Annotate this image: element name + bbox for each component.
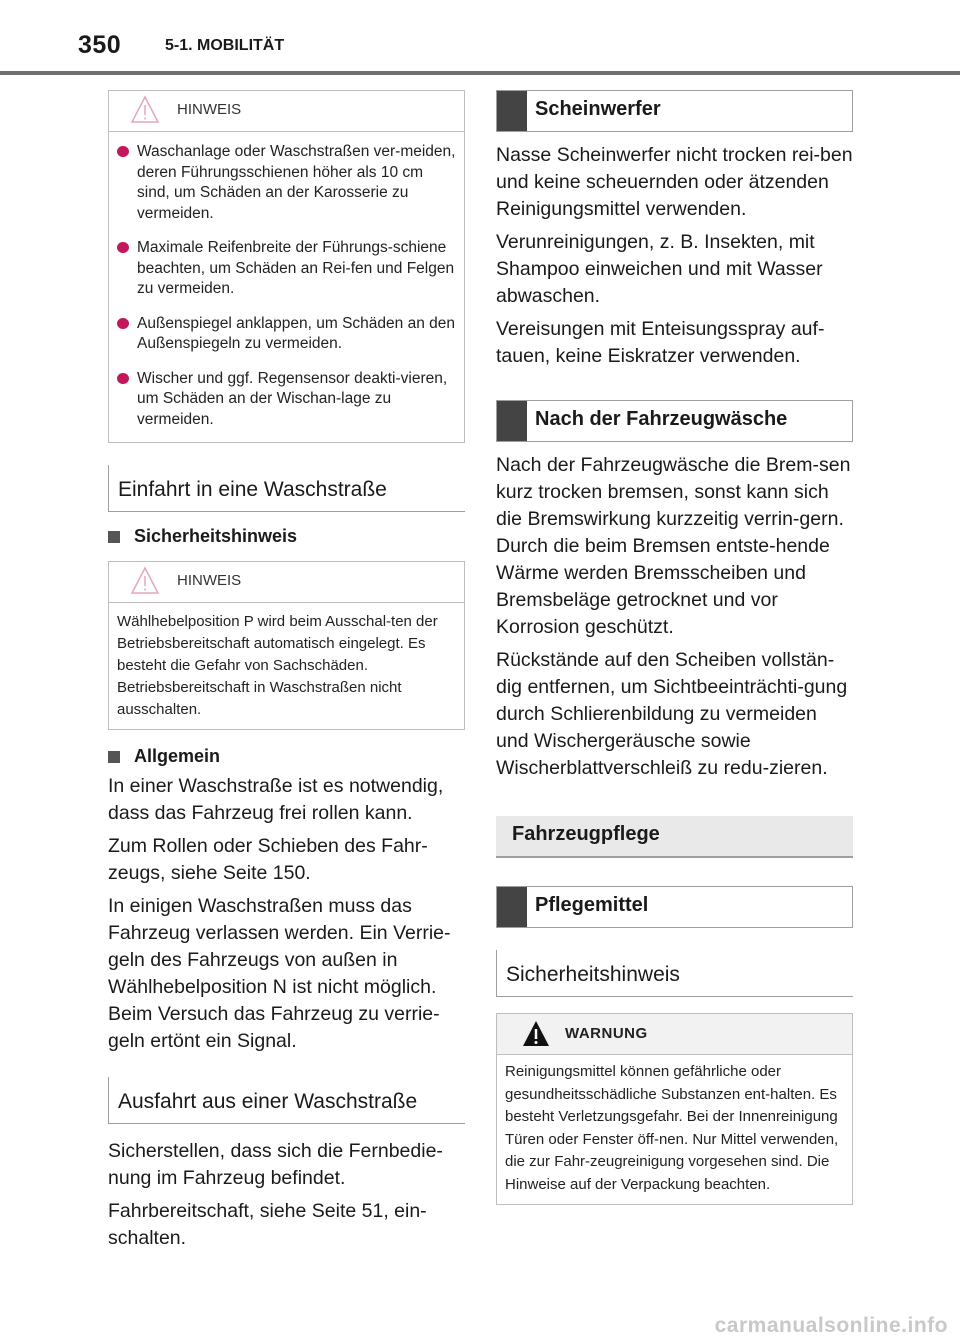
paragraph: Nach der Fahrzeugwäsche die Brem-sen kurz trocken bremsen, sonst kann sich die Bremswirkung kurzzeitig verrin-gern. Durch die beim Bremsen entste-hende Wärme werden Bremsscheiben und Bremsbeläge getrocknet und vor Korrosion geschützt. (496, 454, 851, 638)
subheading-sicherheit (108, 526, 465, 547)
warning-header (497, 1014, 852, 1055)
bullet-dot-icon (117, 318, 129, 329)
heading-bar (497, 91, 527, 131)
section-heading-text: Fahrzeugpflege (512, 823, 660, 845)
notice-title: HINWEIS (177, 101, 242, 118)
notice-body: Wählhebelposition P wird beim Ausschal-ten der Betriebsbereitschaft automatisch eingelegt. Es besteht die Gefahr von Sachschäden. Betriebsbereitschaft in Waschstraßen nicht ausschalten. (117, 613, 438, 718)
section-heading-text: Scheinwerfer (535, 98, 661, 120)
header-rule (0, 71, 960, 75)
watermark: carmanualsonline.info (714, 1314, 948, 1337)
caution-triangle-icon (130, 566, 160, 596)
warning-body: Reinigungsmittel können gefährliche oder gesundheitsschädliche Substanzen ent-halten. Es besteht Verletzungsgefahr. Bei der Innenreinigung Türen oder Fenster öff-nen. Nur Mittel verwenden, die zur Fahr-zeugreinigung vorgesehen sind. Die Hinweise auf der Verpackung beachten. (505, 1063, 839, 1193)
notice-item (117, 369, 456, 431)
section-heading-text: Sicherheitshinweis (506, 963, 680, 986)
section-heading-einfahrt (108, 465, 465, 512)
left-column (108, 90, 465, 1258)
notice-item (117, 238, 456, 300)
square-bullet-icon (108, 751, 120, 763)
heading-bar (497, 401, 527, 441)
notice-item-text: Waschanlage oder Waschstraßen ver-meiden, deren Führungsschienen höher als 10 cm sind, um Schäden an der Karosserie zu vermeiden. (137, 143, 456, 222)
subheading-allgemein (108, 746, 465, 767)
section-heading-pflegemittel (496, 886, 853, 928)
notice-box-gear (108, 561, 465, 730)
section-heading-sicherheit (496, 950, 853, 997)
paragraph: Nasse Scheinwerfer nicht trocken rei-ben und keine scheuernden oder ätzenden Reinigungsmittel verwenden. (496, 144, 853, 220)
notice-header (109, 91, 464, 132)
warning-box (496, 1013, 853, 1205)
section-heading-text: Nach der Fahrzeugwäsche (535, 408, 788, 430)
bullet-dot-icon (117, 373, 129, 384)
paragraph: Verunreinigungen, z. B. Insekten, mit Shampoo einweichen und mit Wasser abwaschen. (496, 231, 823, 307)
square-bullet-icon (108, 531, 120, 543)
notice-item-text: Maximale Reifenbreite der Führungs-schiene beachten, um Schäden an Rei-fen und Felgen zu vermeiden. (137, 239, 455, 297)
paragraph: Rückstände auf den Scheiben vollstän-dig entfernen, um Sichtbeeinträchti-gung durch Schlierenbildung zu vermeiden und Wischergeräusche sowie Wischerblattverschleiß zu redu-zieren. (496, 649, 848, 779)
section-heading-text: Einfahrt in eine Waschstraße (118, 478, 387, 501)
notice-title: HINWEIS (177, 572, 242, 589)
notice-item-text: Wischer und ggf. Regensensor deakti-vieren, um Schäden an der Wischan-lage zu vermeiden. (137, 369, 448, 428)
right-column (496, 90, 853, 1205)
section-heading-ausfahrt (108, 1077, 465, 1124)
page-header (0, 0, 960, 76)
subheading-text: Sicherheitshinweis (134, 526, 298, 546)
section-heading-text: Pflegemittel (535, 894, 649, 916)
paragraph: Fahrbereitschaft, siehe Seite 51, ein-schalten. (108, 1200, 427, 1249)
heading-bar (497, 887, 527, 927)
chapter-heading-fahrzeugpflege (496, 816, 853, 858)
notice-header (109, 562, 464, 603)
subheading-text: Allgemein (134, 746, 221, 766)
paragraph: Zum Rollen oder Schieben des Fahr-zeugs, siehe Seite 150. (108, 835, 428, 884)
notice-body (109, 132, 464, 442)
paragraph: In einigen Waschstraßen muss das Fahrzeug verlassen werden. Ein Verrie-geln des Fahrzeugs von außen in Wählhebelposition N ist nicht möglich. Beim Versuch das Fahrzeug zu verrie-geln ertönt ein Signal. (108, 895, 451, 1052)
notice-item (117, 314, 456, 355)
bullet-dot-icon (117, 242, 129, 253)
caution-triangle-icon (130, 95, 160, 125)
notice-item-text: Außenspiegel anklappen, um Schäden an den Außenspiegeln zu vermeiden. (137, 314, 455, 352)
section-heading-scheinwerfer (496, 90, 853, 132)
section-heading-nach-waesche (496, 400, 853, 442)
page-number: 350 (78, 31, 122, 59)
notice-item (117, 142, 456, 224)
warning-title: WARNUNG (565, 1025, 648, 1042)
bullet-dot-icon (117, 146, 129, 157)
notice-box-washing (108, 90, 465, 443)
chapter-title: 5-1. MOBILITÄT (165, 37, 285, 54)
paragraph: Vereisungen mit Enteisungsspray auf-tauen, keine Eiskratzer verwenden. (496, 318, 825, 367)
paragraph: In einer Waschstraße ist es notwendig, dass das Fahrzeug frei rollen kann. (108, 775, 444, 824)
warning-triangle-icon (521, 1019, 551, 1049)
paragraph: Sicherstellen, dass sich die Fernbedie-nung im Fahrzeug befindet. (108, 1140, 443, 1189)
section-heading-text: Ausfahrt aus einer Waschstraße (118, 1090, 418, 1113)
